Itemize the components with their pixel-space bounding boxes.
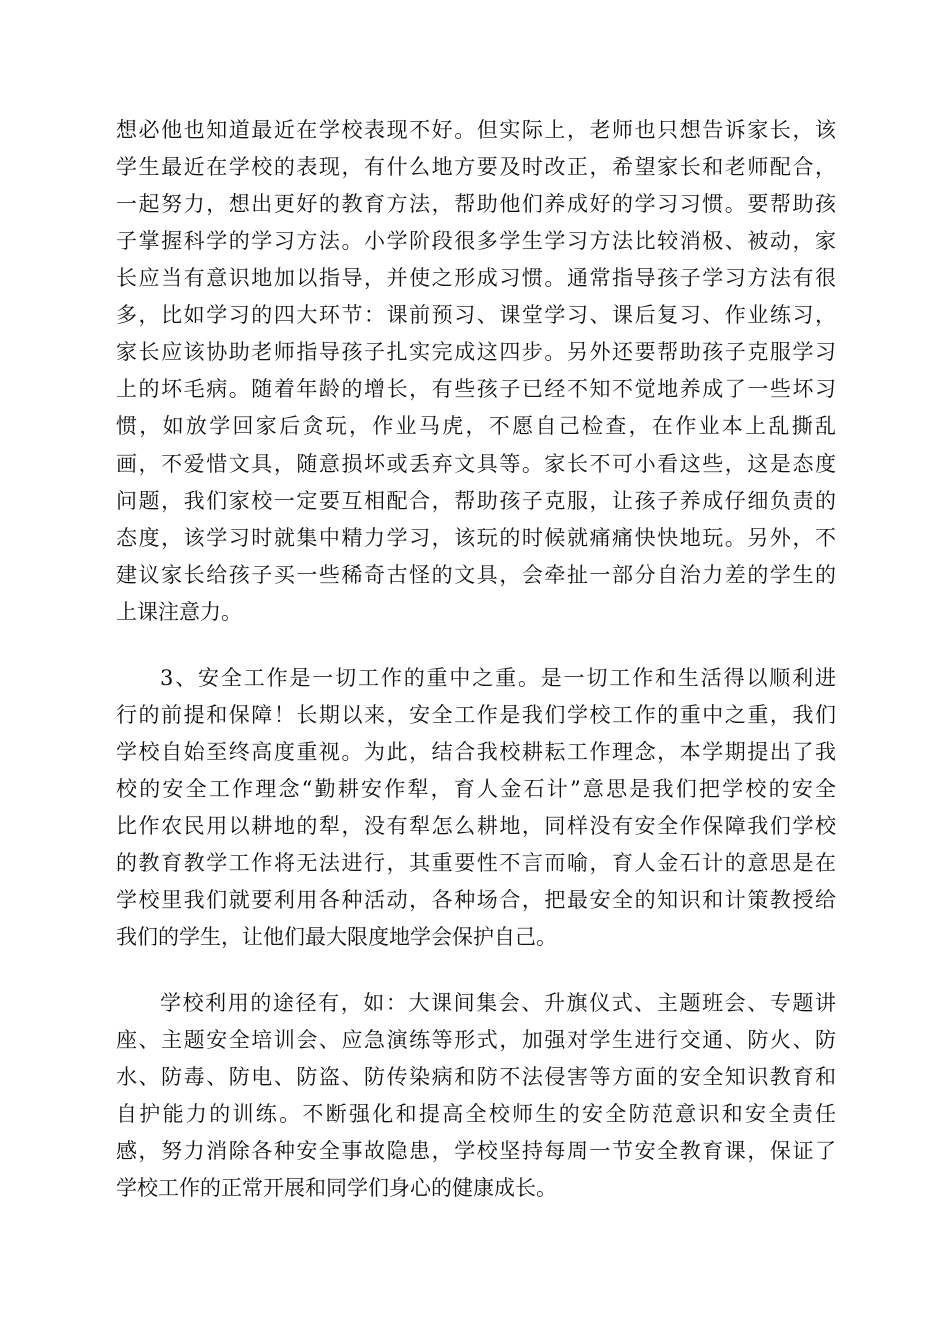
- paragraph-1-line-2: 学生最近在学校的表现，有什么地方要及时改正，希望家长和老师配合，: [116, 155, 836, 179]
- paragraph-2-line-8: 我们的学生，让他们最大限度地学会保护自己。: [116, 925, 557, 949]
- paragraph-1-line-7: 家长应该协助老师指导孩子扎实完成这四步。另外还要帮助孩子克服学习: [116, 340, 836, 364]
- paragraph-2-line-2: 行的前提和保障！长期以来，安全工作是我们学校工作的重中之重，我们: [116, 703, 836, 727]
- paragraph-2-line-6: 的教育教学工作将无法进行，其重要性不言而喻，育人金石计的意思是在: [116, 851, 836, 875]
- paragraph-1-line-12: 态度，该学习时就集中精力学习，该玩的时候就痛痛快快地玩。另外，不: [116, 526, 836, 550]
- paragraph-2-line-7: 学校里我们就要利用各种活动，各种场合，把最安全的知识和计策教授给: [116, 888, 836, 912]
- paragraph-1-line-10: 画，不爱惜文具，随意损坏或丢弃文具等。家长不可小看这些，这是态度: [116, 452, 836, 476]
- paragraph-3-line-1: 学校利用的途径有，如：大课间集会、升旗仪式、主题班会、专题讲: [160, 991, 836, 1015]
- paragraph-1-line-4: 子掌握科学的学习方法。小学阶段很多学生学习方法比较消极、被动，家: [116, 229, 836, 253]
- paragraph-1-line-3: 一起努力，想出更好的教育方法，帮助他们养成好的学习习惯。要帮助孩: [116, 192, 836, 216]
- paragraph-1-line-11: 问题，我们家校一定要互相配合，帮助孩子克服，让孩子养成仔细负责的: [116, 489, 836, 513]
- paragraph-3-line-4: 自护能力的训练。不断强化和提高全校师生的安全防范意识和安全责任: [116, 1102, 836, 1126]
- paragraph-3-line-6: 学校工作的正常开展和同学们身心的健康成长。: [116, 1176, 557, 1200]
- paragraph-2-line-3: 学校自始至终高度重视。为此，结合我校耕耘工作理念，本学期提出了我: [116, 740, 836, 764]
- paragraph-1-line-14: 上课注意力。: [116, 600, 242, 624]
- paragraph-1-line-8: 上的坏毛病。随着年龄的增长，有些孩子已经不知不觉地养成了一些坏习: [116, 377, 836, 401]
- paragraph-2-line-5: 比作农民用以耕地的犁，没有犁怎么耕地，同样没有安全作保障我们学校: [116, 814, 836, 838]
- paragraph-3-line-5: 感，努力消除各种安全事故隐患，学校坚持每周一节安全教育课，保证了: [116, 1139, 836, 1163]
- paragraph-1-line-5: 长应当有意识地加以指导，并使之形成习惯。通常指导孩子学习方法有很: [116, 266, 836, 290]
- paragraph-1-line-6: 多，比如学习的四大环节：课前预习、课堂学习、课后复习、作业练习，: [116, 303, 836, 327]
- paragraph-3-line-3: 水、防毒、防电、防盗、防传染病和防不法侵害等方面的安全知识教育和: [116, 1065, 836, 1089]
- paragraph-1-line-13: 建议家长给孩子买一些稀奇古怪的文具，会牵扯一部分自治力差的学生的: [116, 563, 836, 587]
- paragraph-1-line-9: 惯，如放学回家后贪玩，作业马虎，不愿自己检查，在作业本上乱撕乱: [116, 414, 836, 438]
- paragraph-2-line-1: 3、安全工作是一切工作的重中之重。是一切工作和生活得以顺利进: [160, 666, 836, 690]
- paragraph-1-line-1: 想必他也知道最近在学校表现不好。但实际上，老师也只想告诉家长，该: [116, 118, 836, 142]
- paragraph-3-line-2: 座、主题安全培训会、应急演练等形式，加强对学生进行交通、防火、防: [116, 1028, 836, 1052]
- paragraph-2-line-4: 校的安全工作理念“勤耕安作犁，育人金石计”意思是我们把学校的安全: [116, 777, 836, 801]
